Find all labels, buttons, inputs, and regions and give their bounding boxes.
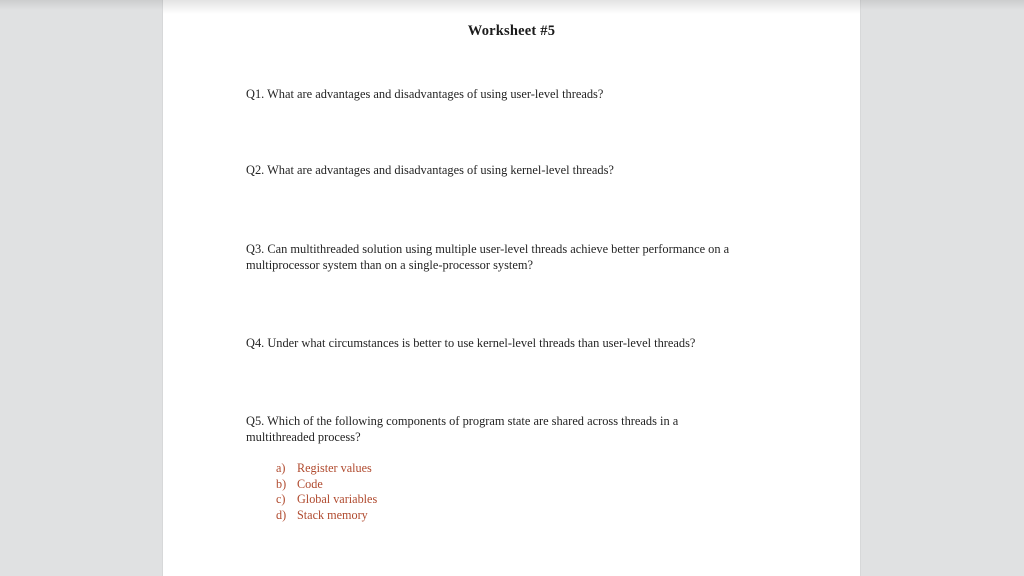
- option-d-label: Stack memory: [297, 508, 368, 523]
- option-c-label: Global variables: [297, 492, 378, 507]
- option-a[interactable]: [276, 461, 576, 477]
- document-page: [163, 0, 860, 576]
- question-q4: Q4. Under what circumstances is better to use kernel-level threads than user-level threads?: [246, 336, 696, 350]
- option-c[interactable]: [276, 492, 576, 508]
- option-d-letter: d): [276, 508, 287, 523]
- option-d[interactable]: [276, 508, 576, 524]
- option-a-label: Register values: [297, 461, 372, 475]
- option-c-letter: c): [276, 492, 286, 507]
- option-b-letter: b): [276, 476, 287, 491]
- page-title: Worksheet #5: [467, 23, 556, 39]
- question-q1: Q1. What are advantages and disadvantages of using user-level threads?: [246, 87, 604, 101]
- option-b-label: Code: [297, 476, 323, 491]
- question-q5: Q5. Which of the following components of program state are shared across threads in a multithreaded process?: [246, 414, 679, 445]
- option-a-letter: a): [276, 461, 286, 475]
- question-q2: Q2. What are advantages and disadvantages of using kernel-level threads?: [246, 163, 614, 177]
- answer-options-list: [276, 461, 576, 524]
- page-top-shadow: [163, 0, 860, 14]
- question-q3: Q3. Can multithreaded solution using multiple user-level threads achieve better performance on a multiprocessor system than on a single-processor system?: [246, 242, 730, 273]
- option-b[interactable]: [276, 477, 576, 493]
